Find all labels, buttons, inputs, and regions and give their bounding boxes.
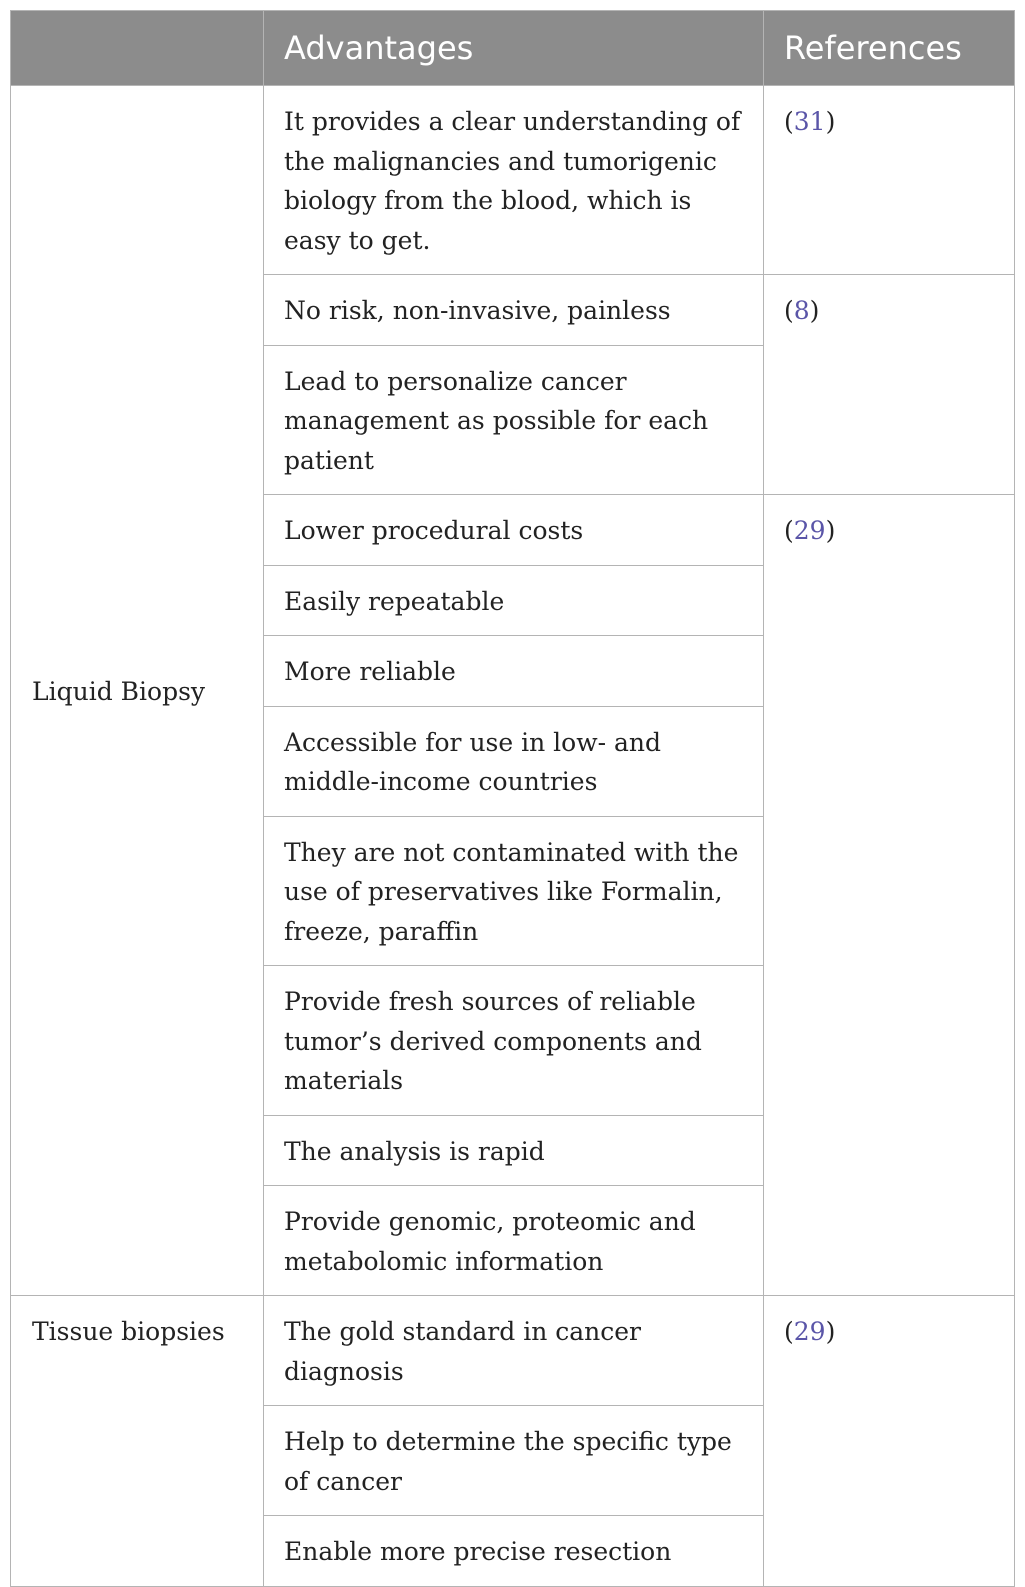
reference-cell: (8) [764,275,1015,495]
advantage-cell: The analysis is rapid [264,1115,764,1186]
advantage-cell: Provide genomic, proteomic and metabolomic information [264,1186,764,1296]
header-row [11,11,1015,86]
advantage-cell: Easily repeatable [264,565,764,636]
advantage-cell: The gold standard in cancer diagnosis [264,1296,764,1406]
advantage-cell: Enable more precise resection [264,1516,764,1587]
table-row [11,86,1015,275]
header-category [11,11,264,86]
advantage-cell: It provides a clear understanding of the malignancies and tumorigenic biology from the blood, which is easy to get. [264,86,764,275]
header-advantages: Advantages [264,11,764,86]
reference-cell: (31) [764,86,1015,275]
advantage-cell: Lead to personalize cancer management as possible for each patient [264,345,764,495]
advantage-cell: Lower procedural costs [264,495,764,566]
category-cell: Liquid Biopsy [11,86,264,1296]
reference-cell: (29) [764,495,1015,1296]
advantage-cell: They are not contaminated with the use of preservatives like Formalin, freeze, paraffin [264,816,764,966]
advantage-cell: No risk, non-invasive, painless [264,275,764,346]
reference-link[interactable]: 31 [793,107,826,136]
reference-link[interactable]: 29 [793,1317,826,1346]
advantages-table [10,10,1015,1587]
category-cell: Tissue biopsies [11,1296,264,1587]
advantage-cell: More reliable [264,636,764,707]
advantage-cell: Provide fresh sources of reliable tumor’s derived components and materials [264,966,764,1116]
reference-cell: (29) [764,1296,1015,1587]
reference-link[interactable]: 29 [793,516,826,545]
advantage-cell: Accessible for use in low- and middle-income countries [264,706,764,816]
header-references: References [764,11,1015,86]
table-row [11,1296,1015,1406]
advantage-cell: Help to determine the specific type of cancer [264,1406,764,1516]
reference-link[interactable]: 8 [793,296,810,325]
